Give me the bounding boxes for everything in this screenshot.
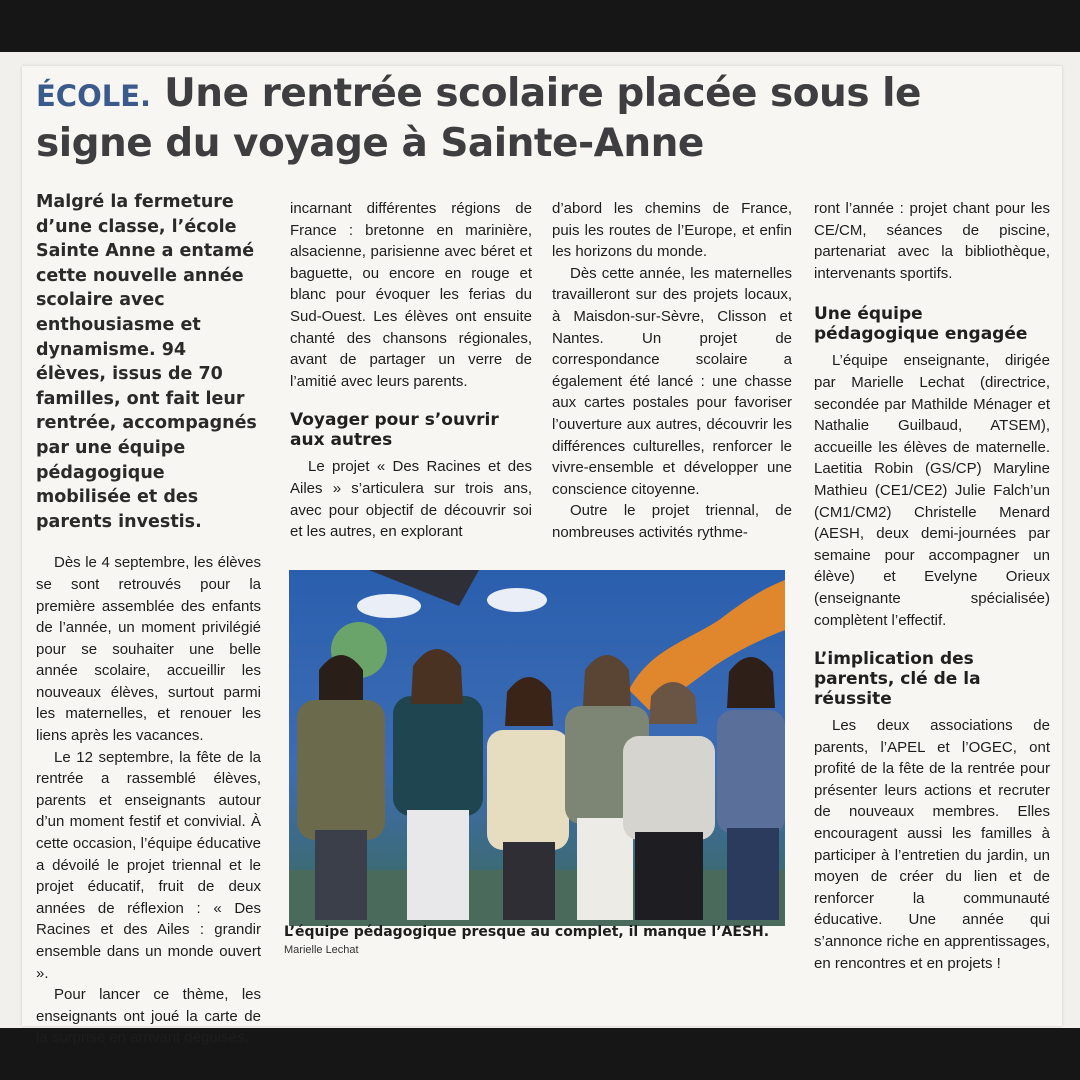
person (717, 657, 785, 920)
body-paragraph: ront l’année : projet chant pour les CE/CM, séances de piscine, partenariat avec la bibliothèque, intervenants sportifs. (814, 200, 1050, 282)
body-paragraph: Outre le projet triennal, de nombreuses activités rythme- (552, 502, 792, 541)
body-paragraph: Le 12 septembre, la fête de la rentrée a rassemblé élèves, parents et enseignants autour d’un moment festif et convivial. À cette occasion, l’équipe éducative a dévoilé le projet triennal et le projet éducatif, fruit de deux années de réflexion : « Des Racines et des Ailes : grandir ensemble dans un monde ouvert ». (36, 748, 261, 982)
body-paragraph: Le projet « Des Racines et des Ailes » s’articulera sur trois ans, avec pour objectif de découvrir soi et les autres, en explorant (290, 458, 532, 541)
article-clipping (22, 66, 1062, 1047)
article-headline (36, 70, 936, 168)
lead-paragraph: Malgré la fermeture d’une classe, l’école Sainte Anne a entamé cette nouvelle année scolaire avec enthousiasme et dynamisme. 94 élèves, issus de 70 familles, ont fait leur rentrée, accompagnés par une équipe pédagogique mobilisée et des parents investis. (36, 192, 257, 532)
mural-cloud (487, 588, 547, 612)
headline-kicker: ÉCOLE. (36, 79, 152, 113)
body-paragraph: Les deux associations de parents, l’APEL et l’OGEC, ont profité de la fête de la rentrée pour présenter leurs actions et recruter de nouveaux membres. Elles encouragent aussi les familles à participer à l’entretien du jardin, un moyen de créer du lien et de renforcer la communauté éducative. Une année qui s’annonce riche en apprentissages, en rencontres et en projets ! (814, 717, 1050, 972)
body-paragraph: d’abord les chemins de France, puis les routes de l’Europe, et enfin les horizons du monde. (552, 200, 792, 261)
newspaper-scan (0, 52, 1080, 1047)
column-4 (814, 198, 1050, 974)
body-paragraph: L’équipe enseignante, dirigée par Marielle Lechat (directrice, secondée par Mathilde Ménager et Nathalie Guilbaud, ATSEM), accueille les élèves de maternelle. Laetitia Robin (GS/CP) Maryline Mathieu (CE1/CE2) Julie Falch’un (CM1/CM2) Christelle Menard (AESH, deux demi-journées par semaine pour accompagner un élève) et Evelyne Orieux (enseignante spécialisée) complètent l’effectif. (814, 352, 1050, 629)
body-paragraph: incarnant différentes régions de France : bretonne en marinière, alsacienne, parisienne avec béret et baguette, ou encore en rouge et blanc pour évoquer les ferias du Sud-Ouest. Les élèves ont ensuite chanté des chansons régionales, avant de partager un verre de l’amitié avec leurs parents. (290, 200, 532, 390)
photo-caption: L’équipe pédagogique presque au complet, il manque l’AESH. (284, 924, 770, 940)
team-photo (289, 570, 785, 926)
column-1 (36, 190, 261, 1049)
photo-credit: Marielle Lechat (284, 944, 359, 956)
headline-title: Une rentrée scolaire placée sous le signe du voyage à Sainte-Anne (36, 71, 921, 166)
section-subhead: Une équipe pédagogique engagée (814, 304, 1028, 345)
section-subhead: L’implication des parents, clé de la réussite (814, 649, 981, 710)
column-2 (290, 198, 532, 543)
mural-cloud (357, 594, 421, 618)
body-paragraph: Pour lancer ce thème, les enseignants ont joué la carte de la surprise en arrivant déguisés, (36, 986, 261, 1047)
body-paragraph: Dès cette année, les maternelles travailleront sur des projets locaux, à Maisdon-sur-Sèvre, Clisson et Nantes. Un projet de correspondance scolaire a également été lancé : une chasse aux cartes postales pour favoriser l’ouverture aux autres, découvrir les différences culturelles, renforcer le vivre-ensemble et développer une conscience citoyenne. (552, 264, 792, 498)
team-photo-illustration (289, 570, 785, 926)
body-paragraph: Dès le 4 septembre, les élèves se sont retrouvés pour la première assemblée des enfants de l’année, un moment privilégié pour se souhaiter une belle année scolaire, accueillir les nouveaux élèves, surtout parmi les maternelles, et renouer les liens après les vacances. (36, 554, 261, 745)
column-3 (552, 198, 792, 544)
section-subhead: Voyager pour s’ouvrir aux autres (290, 410, 499, 451)
